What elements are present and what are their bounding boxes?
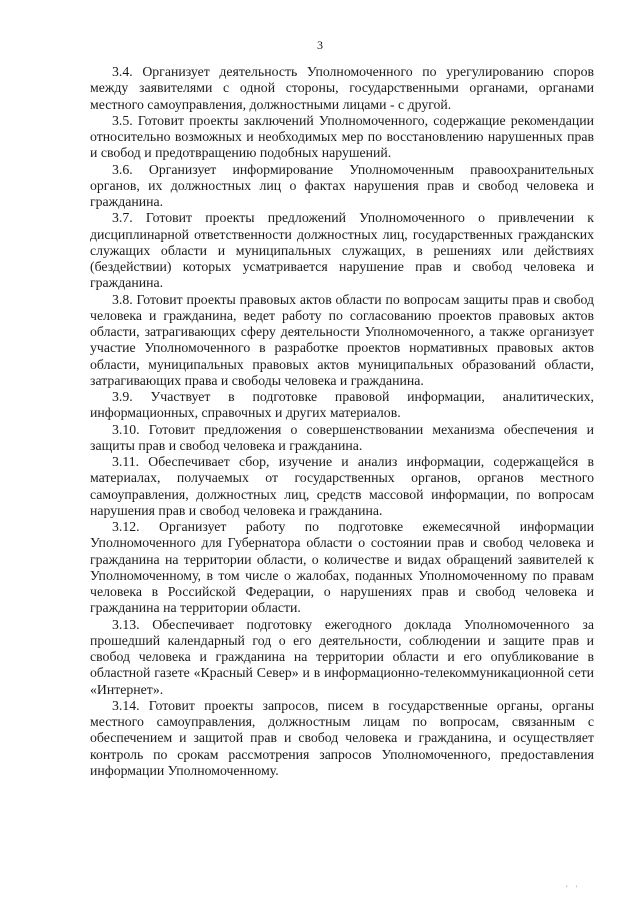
- paragraph-3-6: 3.6. Организует информирование Уполномоченным правоохранительных органов, их должностных лиц о фактах нарушения прав и свобод человека и гражданина.: [90, 161, 594, 209]
- paragraph-3-11: 3.11. Обеспечивает сбор, изучение и анализ информации, содержащейся в материалах, получаемых от государственных органов, органов местного самоуправления, должностных лиц, средств массовой информации, по вопросам нарушения прав и свобод человека и гражданина.: [90, 454, 594, 518]
- paragraph-3-5: 3.5. Готовит проекты заключений Уполномоченного, содержащие рекомендации относительно возможных и необходимых мер по восстановлению нарушенных прав и свобод и предотвращению подобных нарушений.: [90, 112, 594, 161]
- paragraph-3-14: 3.14. Готовит проекты запросов, писем в государственные органы, органы местного самоуправления, должностным лицам по вопросам, связанным с обеспечением и защитой прав и свобод человека и гражданина, и осуществляет контроль по срокам рассмотрения запросов Уполномоченного, предоставления информации Уполномоченному.: [90, 697, 594, 778]
- paragraph-3-10: 3.10. Готовит предложения о совершенствовании механизма обеспечения и защиты прав и свобод человека и гражданина.: [90, 421, 594, 453]
- paragraph-3-4: 3.4. Организует деятельность Уполномоченного по урегулированию споров между заявителями с одной стороны, государственными органами, органами местного самоуправления, должностными лицами - с другой.: [90, 64, 594, 112]
- paragraph-3-12: 3.12. Организует работу по подготовке ежемесячной информации Уполномоченного для Губернатора области о состоянии прав и свобод человека и гражданина на территории области, о количестве и видах обращений заявителей к Уполномоченному, в том числе о жалобах, поданных Уполномоченному по правам человека в Российской Федерации, о нарушениях прав и свобод человека и гражданина на территории области.: [90, 519, 594, 616]
- paragraph-3-8: 3.8. Готовит проекты правовых актов области по вопросам защиты прав и свобод человека и гражданина, ведет работу по согласованию проектов правовых актов области, затрагивающих сферу деятельности Уполномоченного, а также организует участие Уполномоченного в разработке проектов нормативных правовых актов области, муниципальных правовых актов муниципальных образований области, затрагивающих права и свободы человека и гражданина.: [90, 291, 594, 388]
- document-body: [90, 64, 594, 779]
- paragraph-3-13: 3.13. Обеспечивает подготовку ежегодного доклада Уполномоченного за прошедший календарный год о его деятельности, соблюдении и защите прав и свобод человека и гражданина на территории области и его опубликование в областной газете «Красный Север» и в информационно-телекоммуникационной сети «Интернет».: [90, 616, 594, 697]
- page-number: 3: [317, 38, 323, 52]
- paragraph-3-7: 3.7. Готовит проекты предложений Уполномоченного о привлечении к дисциплинарной ответственности должностных лиц, государственных гражданских служащих области и муниципальных служащих, в решениях или действиях (бездействии) которых усматривается нарушение прав и свобод человека и гражданина.: [90, 210, 594, 291]
- scan-mark: ' ': [566, 884, 580, 893]
- paragraph-3-9: 3.9. Участвует в подготовке правовой информации, аналитических, информационных, справочных и других материалов.: [90, 389, 594, 421]
